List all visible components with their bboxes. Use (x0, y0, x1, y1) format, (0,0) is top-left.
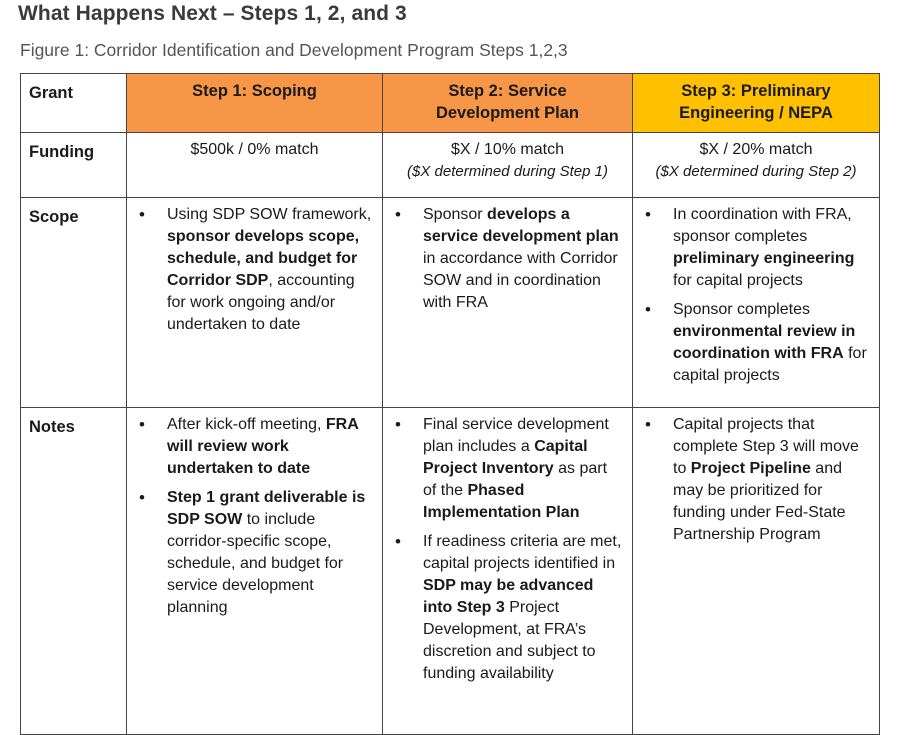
step3-title-line1: Step 3: Preliminary (681, 82, 831, 100)
step3-title (641, 80, 871, 124)
header-step1 (127, 74, 383, 133)
step3-title-line2: Engineering / NEPA (679, 104, 833, 122)
funding-step2 (383, 133, 633, 198)
list-item: • Sponsor completes environmental review in coordination with FRA for capital projects (673, 299, 871, 387)
header-row (21, 74, 880, 133)
notes-step2 (383, 408, 633, 735)
section-heading: What Happens Next – Steps 1, 2, and 3 (18, 2, 407, 25)
list-item: • In coordination with FRA, sponsor completes preliminary engineering for capital projects (673, 204, 871, 292)
list-item: • Using SDP SOW framework, sponsor develops scope, schedule, and budget for Corridor SDP, accounting for work ongoing and/or undertaken to date (167, 204, 374, 336)
funding-step1 (127, 133, 383, 198)
scope-step1 (127, 198, 383, 408)
funding-step2-value: $X / 10% match (451, 141, 564, 158)
notes-step1 (127, 408, 383, 735)
header-step2 (383, 74, 633, 133)
scope-row (21, 198, 880, 408)
funding-step3 (633, 133, 880, 198)
scope-step3 (633, 198, 880, 408)
funding-step3-value: $X / 20% match (699, 141, 813, 158)
funding-step3-note: ($X determined during Step 2) (655, 163, 857, 180)
header-step3 (633, 74, 880, 133)
notes-label: Notes (21, 408, 127, 735)
funding-step2-note: ($X determined during Step 1) (407, 163, 608, 180)
step2-title-line2: Development Plan (435, 104, 580, 122)
notes-step3 (633, 408, 880, 735)
list-item: • Sponsor develops a service development plan in accordance with Corridor SOW and in coordination with FRA (423, 204, 624, 314)
list-item: • After kick-off meeting, FRA will review work undertaken to date (167, 414, 374, 480)
step2-title (391, 80, 624, 124)
list-item: • Final service development plan includes a Capital Project Inventory as part of the Phased Implementation Plan (423, 414, 624, 524)
funding-step1-value: $500k / 0% match (190, 141, 319, 158)
steps-table (20, 73, 880, 735)
list-item: • If readiness criteria are met, capital projects identified in SDP may be advanced into Step 3 Project Development, at FRA’s discretion and subject to funding availability (423, 531, 624, 685)
list-item: • Step 1 grant deliverable is SDP SOW to include corridor-specific scope, schedule, and budget for service development planning (167, 487, 374, 619)
scope-label: Scope (21, 198, 127, 408)
notes-row (21, 408, 880, 735)
figure-caption: Figure 1: Corridor Identification and Development Program Steps 1,2,3 (20, 40, 568, 60)
funding-label: Funding (21, 133, 127, 198)
funding-row (21, 133, 880, 198)
step1-title: Step 1: Scoping (192, 82, 317, 100)
step2-title-line1: Step 2: Service (448, 82, 567, 100)
list-item: • Capital projects that complete Step 3 will move to Project Pipeline and may be prioritized for funding under Fed-State Partnership Program (673, 414, 871, 546)
header-label-grant: Grant (21, 74, 127, 133)
scope-step2 (383, 198, 633, 408)
